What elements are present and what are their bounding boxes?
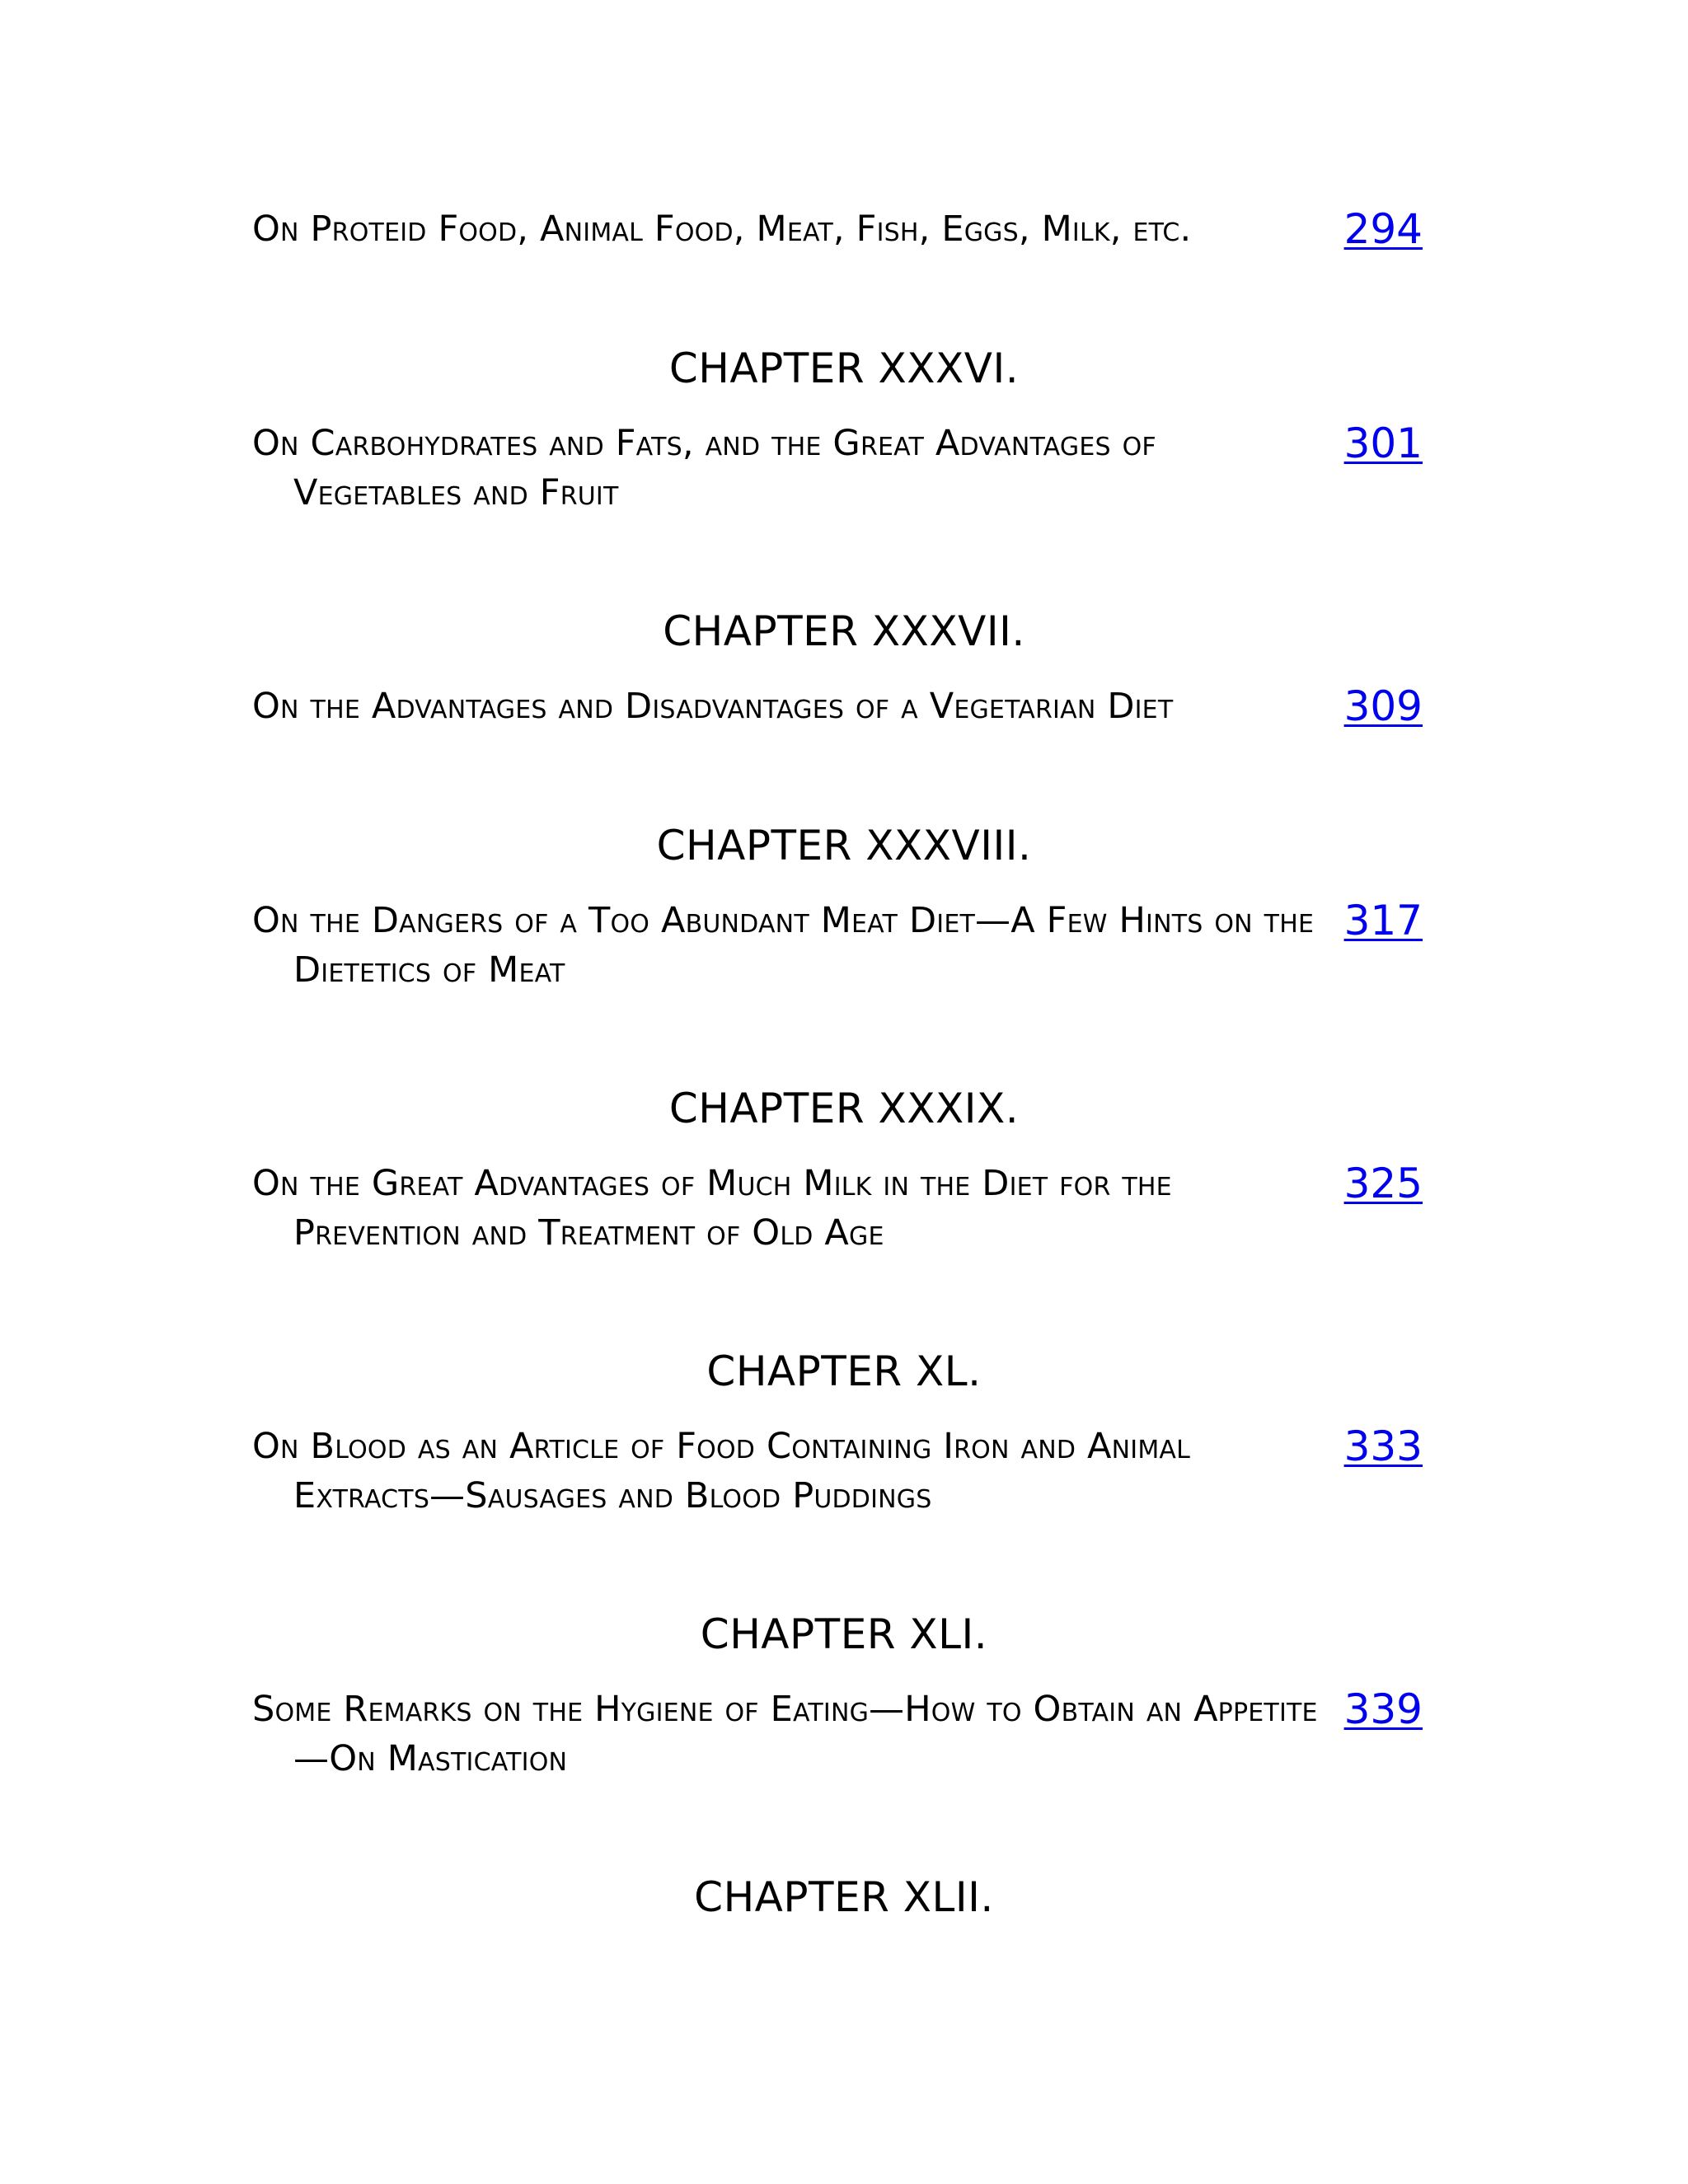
entry-title: On the Dangers of a Too Abundant Meat Diet—A Few Hints on the Dietetics of Meat [252,900,1315,991]
toc-entry [252,896,1423,1003]
page-number-link[interactable]: 333 [1343,1422,1423,1470]
entry-title: On the Great Advantages of Much Milk in the Diet for the Prevention and Treatment of Old Age [252,1163,1172,1254]
entry-title: On the Advantages and Disadvantages of a Vegetarian Diet [252,686,1174,727]
toc-entry [252,1422,1423,1529]
page-number-link[interactable]: 325 [1343,1160,1423,1207]
chapter-heading: CHAPTER XXXVI. [668,344,1020,392]
toc-entry [252,682,1423,789]
page-number-link[interactable]: 309 [1343,682,1423,730]
chapter-heading: CHAPTER XXXIX. [668,1085,1020,1132]
entry-title: On Blood as an Article of Food Containing Iron and Animal Extracts—Sausages and Blood Puddings [252,1426,1191,1516]
toc-entry [252,204,1423,312]
chapter-heading: CHAPTER XLI. [700,1610,988,1658]
toc-entry [252,419,1423,526]
toc-entry [252,1685,1423,1792]
chapter-heading: CHAPTER XXXVII. [663,607,1025,655]
chapter-heading: CHAPTER XXXVIII. [656,822,1032,869]
toc-entry [252,1159,1423,1266]
page-number-link[interactable]: 339 [1343,1685,1423,1733]
chapter-heading: CHAPTER XL. [706,1347,982,1395]
entry-title: On Carbohydrates and Fats, and the Great Advantages of Vegetables and Fruit [252,423,1156,513]
chapter-heading: CHAPTER XLII. [694,1873,994,1921]
page-number-link[interactable]: 317 [1343,897,1423,944]
entry-title: Some Remarks on the Hygiene of Eating—How to Obtain an Appetite—On Mastication [252,1689,1318,1779]
entry-title: On Proteid Food, Animal Food, Meat, Fish, Eggs, Milk, etc. [252,209,1192,250]
page-number-link[interactable]: 301 [1343,419,1423,467]
page-number-link[interactable]: 294 [1343,205,1423,253]
